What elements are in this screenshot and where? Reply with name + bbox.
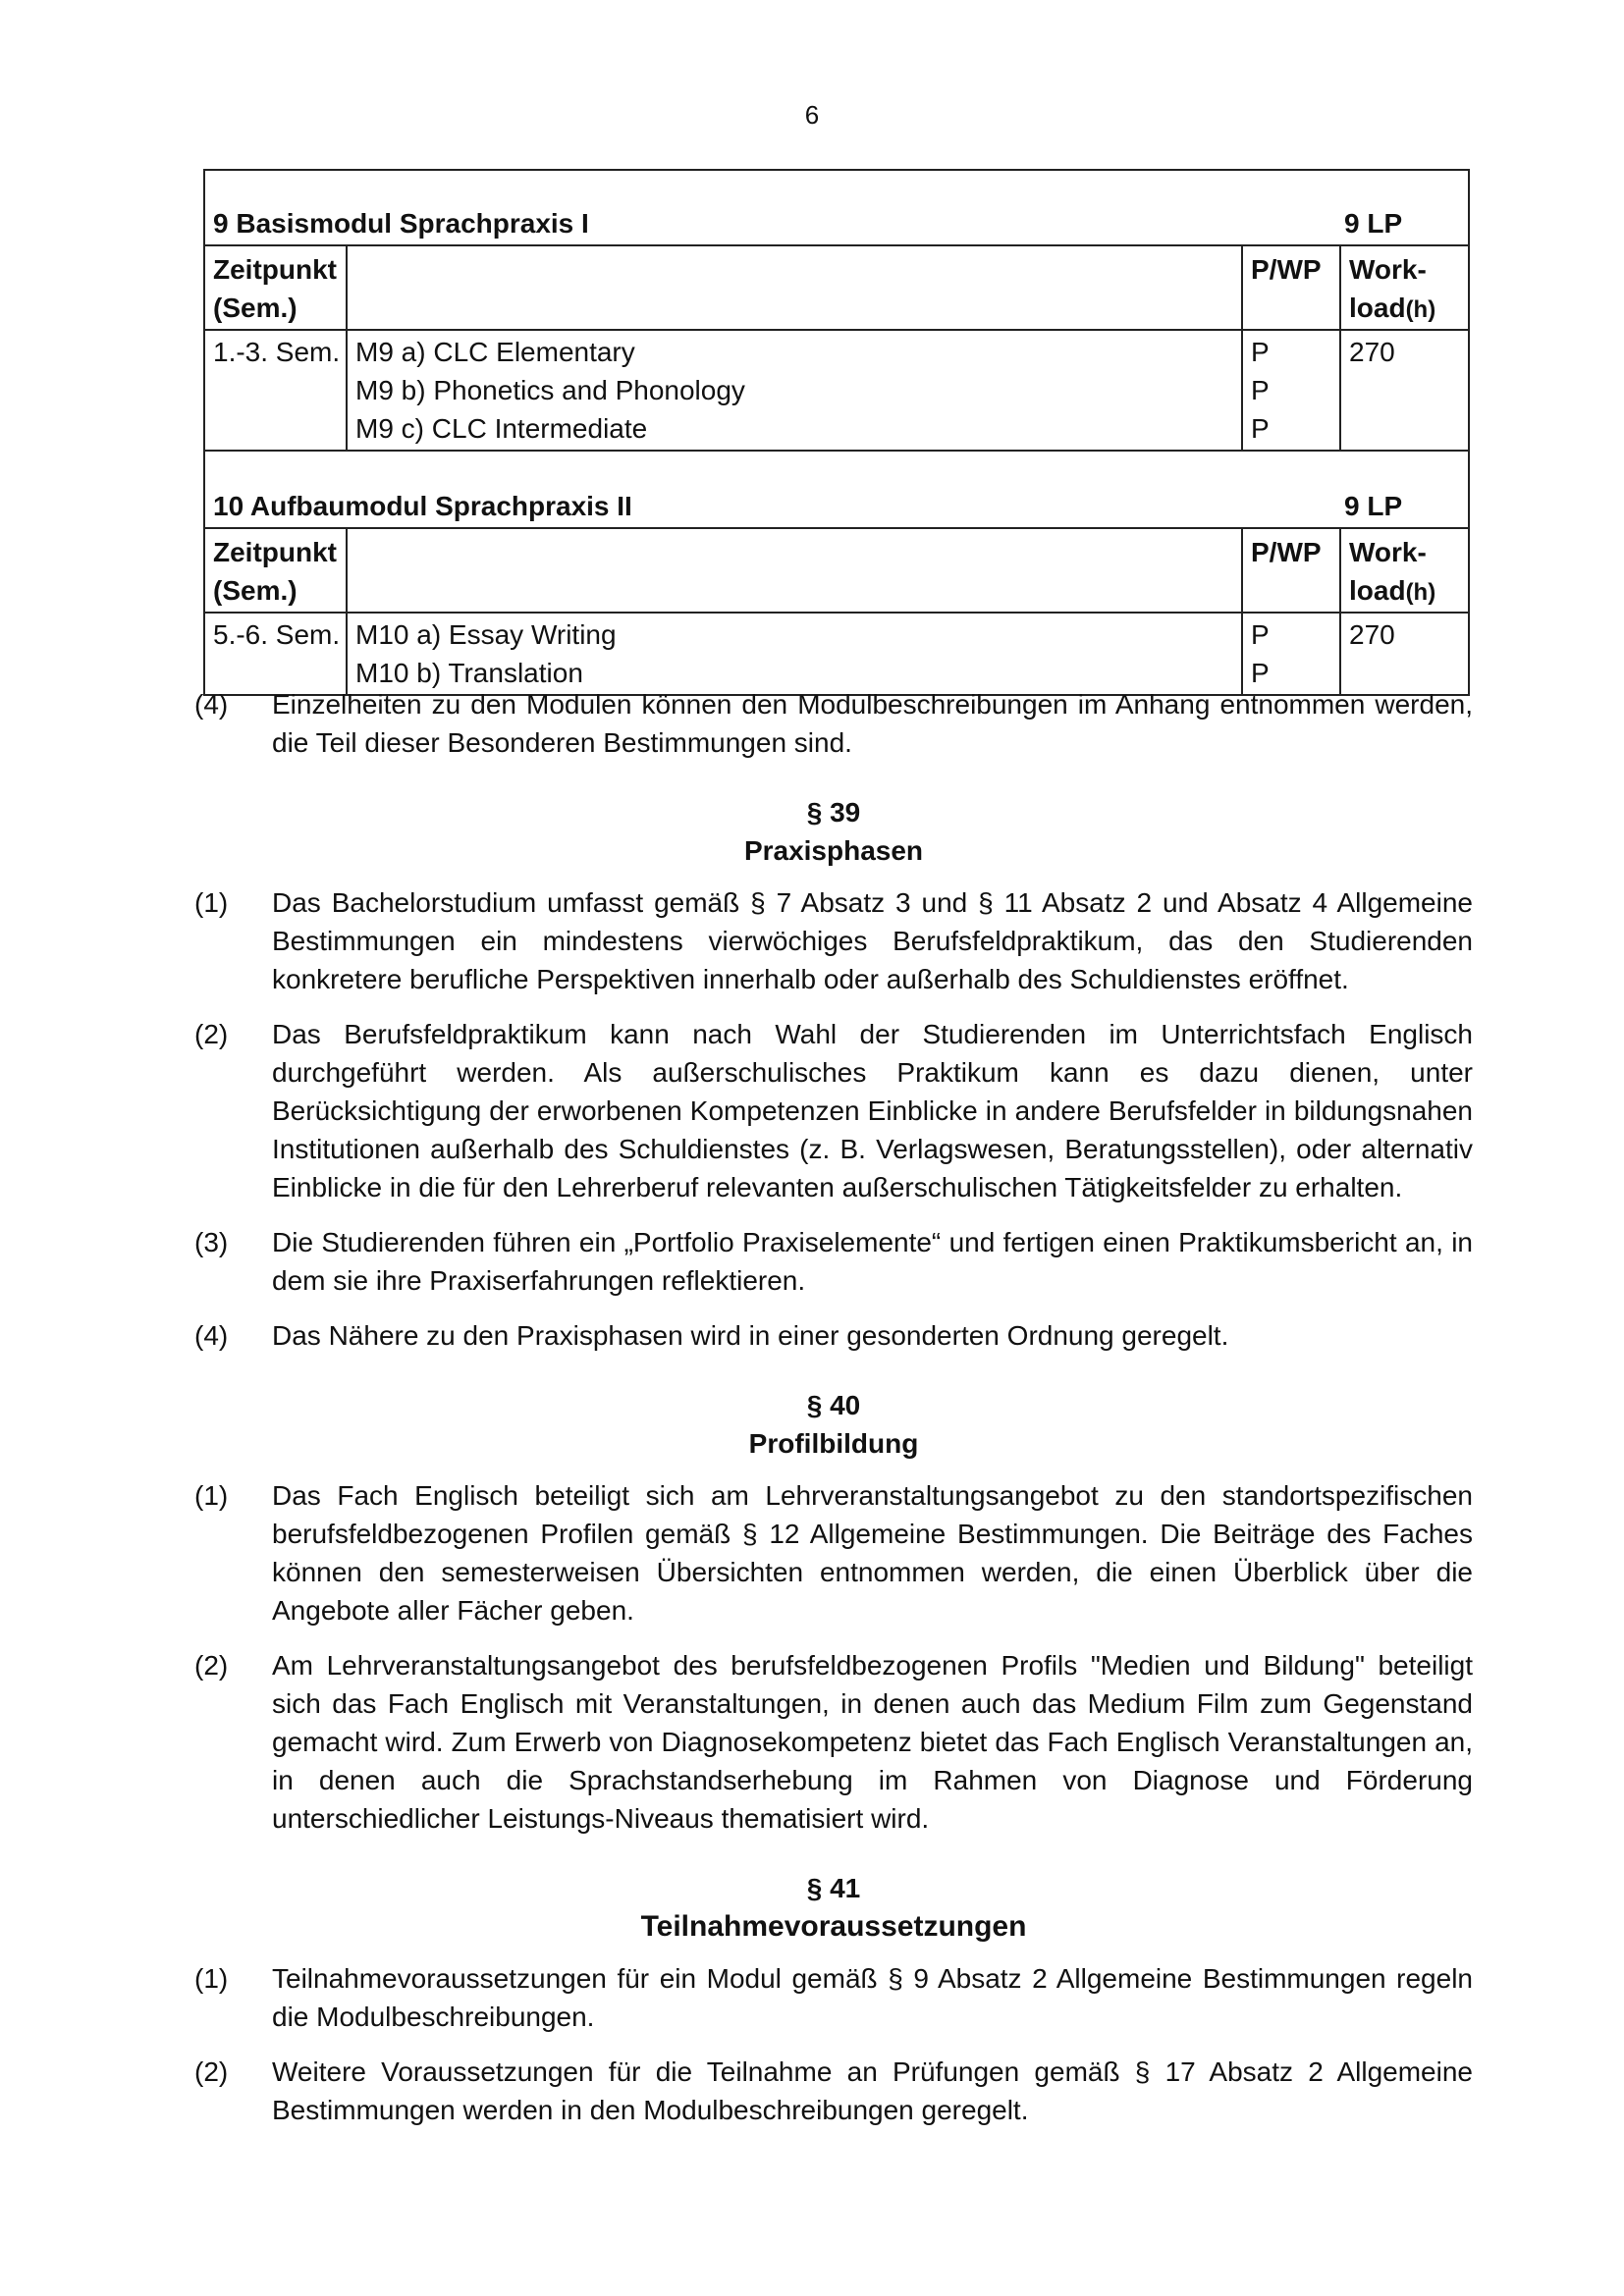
module-credits: 9 LP bbox=[1344, 491, 1403, 521]
document-body bbox=[194, 685, 1473, 2146]
paragraph-number: (4) bbox=[194, 1320, 229, 1351]
paragraph bbox=[194, 1646, 1473, 1838]
paragraph-number: (1) bbox=[194, 1963, 229, 1994]
paragraph bbox=[194, 1476, 1473, 1629]
cell-pwp: P P bbox=[1243, 614, 1341, 694]
module-header bbox=[205, 452, 1468, 529]
cell-zeitpunkt: 5.-6. Sem. bbox=[205, 614, 348, 694]
section-heading bbox=[194, 793, 1473, 870]
column-header-row bbox=[205, 246, 1468, 331]
paragraph-text: Die Studierenden führen ein „Portfolio Praxiselemente“ und fertigen einen Praktikumsbericht an, in dem sie ihre Praxiserfahrungen reflektieren. bbox=[272, 1227, 1473, 1296]
course-item: M9 a) CLC Elementary bbox=[355, 337, 635, 367]
paragraph-text: Das Fach Englisch beteiligt sich am Lehrveranstaltungsangebot zu den standortspezifischen berufsfeldbezogenen Profilen gemäß § 12 Allgemeine Bestimmungen. Die Beiträge des Faches können den semesterweisen Übersichten entnommen werden, die einen Überblick über die Angebote aller Fächer geben. bbox=[272, 1480, 1473, 1626]
cell-zeitpunkt: 1.-3. Sem. bbox=[205, 331, 348, 450]
paragraph-number: (4) bbox=[194, 689, 229, 720]
course-item: M10 b) Translation bbox=[355, 658, 583, 688]
paragraph-text: Das Bachelorstudium umfasst gemäß § 7 Absatz 3 und § 11 Absatz 2 und Absatz 4 Allgemeine Bestimmungen ein mindestens vierwöchiges Berufsfeldpraktikum, das den Studierenden konkretere berufliche Perspektiven innerhalb oder außerhalb des Schuldienstes eröffnet. bbox=[272, 887, 1473, 994]
section-title: Teilnahmevoraussetzungen bbox=[640, 1910, 1027, 1943]
cell-workload: 270 bbox=[1349, 337, 1395, 367]
col-course-header bbox=[348, 246, 1243, 329]
col-zeitpunkt-header: Zeitpunkt (Sem.) bbox=[205, 246, 348, 329]
section-title: Praxisphasen bbox=[743, 835, 924, 866]
col-workload-header: Work- load(h) bbox=[1349, 254, 1436, 323]
paragraph bbox=[194, 883, 1473, 998]
paragraph bbox=[194, 1223, 1473, 1300]
course-item: M9 c) CLC Intermediate bbox=[355, 413, 648, 444]
col-pwp-header: P/WP bbox=[1243, 529, 1341, 612]
paragraph-text: Das Nähere zu den Praxisphasen wird in einer gesonderten Ordnung geregelt. bbox=[272, 1320, 1229, 1351]
col-course-header bbox=[348, 529, 1243, 612]
paragraph bbox=[194, 1316, 1473, 1355]
table-row bbox=[205, 614, 1468, 694]
paragraph-text: Weitere Voraussetzungen für die Teilnahme an Prüfungen gemäß § 17 Absatz 2 Allgemeine Bestimmungen werden in den Modulbeschreibungen geregelt. bbox=[272, 2056, 1473, 2125]
course-item: M10 a) Essay Writing bbox=[355, 619, 617, 650]
paragraph-number: (2) bbox=[194, 1650, 229, 1681]
module-header bbox=[205, 171, 1468, 246]
page-number: 6 bbox=[804, 100, 820, 130]
paragraph-text: Teilnahmevoraussetzungen für ein Modul gemäß § 9 Absatz 2 Allgemeine Bestimmungen regeln die Modulbeschreibungen. bbox=[272, 1963, 1473, 2032]
module-title: 10 Aufbaumodul Sprachpraxis II bbox=[213, 491, 632, 521]
section-heading bbox=[194, 1386, 1473, 1463]
cell-courses bbox=[348, 614, 1243, 694]
paragraph bbox=[194, 2053, 1473, 2129]
paragraph-text: Am Lehrveranstaltungsangebot des berufsfeldbezogenen Profils "Medien und Bildung" beteiligt sich das Fach Englisch mit Veranstaltungen, in denen auch das Medium Film zum Gegenstand gemacht wird. Zum Erwerb von Diagnosekompetenz bietet das Fach Englisch Veranstaltungen an, in denen auch die Sprachstandserhebung im Rahmen von Diagnose und Förderung unterschiedlicher Leistungs-Niveaus thematisiert wird. bbox=[272, 1650, 1473, 1834]
paragraph-number: (2) bbox=[194, 1019, 229, 1049]
module-title: 9 Basismodul Sprachpraxis I bbox=[213, 208, 589, 239]
section-number: § 40 bbox=[806, 1390, 861, 1420]
paragraph-number: (1) bbox=[194, 887, 229, 918]
module-table bbox=[203, 169, 1470, 696]
cell-pwp: P P P bbox=[1243, 331, 1341, 450]
section-number: § 39 bbox=[806, 797, 861, 828]
col-workload-header: Work- load(h) bbox=[1349, 537, 1436, 606]
paragraph-number: (3) bbox=[194, 1227, 229, 1257]
paragraph-number: (2) bbox=[194, 2056, 229, 2087]
paragraph-text: Einzelheiten zu den Modulen können den Modulbeschreibungen im Anhang entnommen werden, die Teil dieser Besonderen Bestimmungen sind. bbox=[272, 689, 1473, 758]
col-zeitpunkt-header: Zeitpunkt (Sem.) bbox=[205, 529, 348, 612]
course-item: M9 b) Phonetics and Phonology bbox=[355, 375, 745, 405]
cell-workload: 270 bbox=[1349, 619, 1395, 650]
table-row bbox=[205, 331, 1468, 452]
paragraph-text: Das Berufsfeldpraktikum kann nach Wahl der Studierenden im Unterrichtsfach Englisch durchgeführt werden. Als außerschulisches Praktikum kann es dazu dienen, unter Berücksichtigung der erworbenen Kompetenzen Einblicke in andere Berufsfelder in bildungsnahen Institutionen außerhalb des Schuldienstes (z. B. Verlagswesen, Beratungsstellen), oder alternativ Einblicke in die für den Lehrerberuf relevanten außerschulischen Tätigkeitsfelder zu erhalten. bbox=[272, 1019, 1473, 1202]
section-number: § 41 bbox=[806, 1873, 861, 1903]
section-title: Profilbildung bbox=[748, 1428, 919, 1459]
paragraph bbox=[194, 685, 1473, 762]
paragraph bbox=[194, 1015, 1473, 1206]
paragraph-number: (1) bbox=[194, 1480, 229, 1511]
section-heading bbox=[194, 1869, 1473, 1946]
module-credits: 9 LP bbox=[1344, 208, 1403, 239]
paragraph bbox=[194, 1959, 1473, 2036]
cell-courses bbox=[348, 331, 1243, 450]
column-header-row bbox=[205, 529, 1468, 614]
col-pwp-header: P/WP bbox=[1243, 246, 1341, 329]
